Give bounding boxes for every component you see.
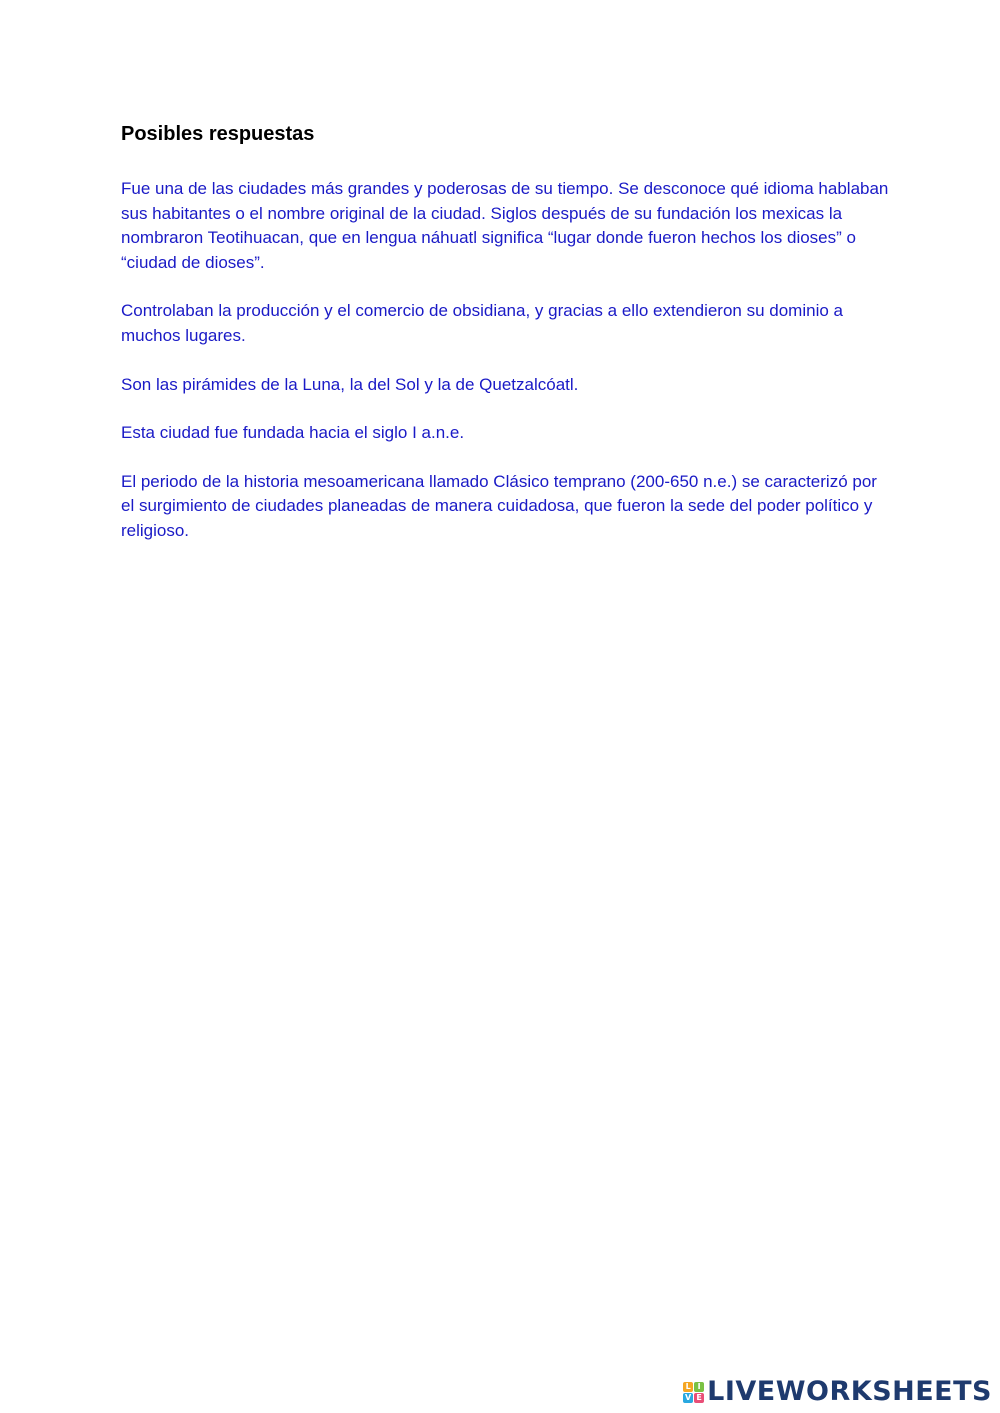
- liveworksheets-logo-icon: [683, 1382, 704, 1403]
- answer-paragraph-4: Esta ciudad fue fundada hacia el siglo I a.n.e.: [121, 423, 465, 443]
- page-title: Posibles respuestas: [121, 123, 315, 145]
- answer-paragraph-3: Son las pirámides de la Luna, la del Sol y la de Quetzalcóatl.: [121, 374, 579, 394]
- answer-paragraph-1: Fue una de las ciudades más grandes y poderosas de su tiempo. Se desconoce qué idioma hablaban sus habitantes o el nombre original de la ciudad. Siglos después de su fundación los mexicas la nombraron Teotihuacan, que en lengua náhuatl significa “lugar donde fueron hechos los dioses” o “ciudad de dioses”.: [121, 179, 889, 272]
- logo-mark-letter: L: [683, 1382, 693, 1392]
- liveworksheets-logo: [683, 1377, 992, 1407]
- answer-paragraph-5: El periodo de la historia mesoamericana llamado Clásico temprano (200-650 n.e.) se caracterizó por el surgimiento de ciudades planeadas de manera cuidadosa, que fueron la sede del poder político y religioso.: [121, 471, 877, 540]
- answers-section: [121, 121, 891, 568]
- logo-mark-letter: E: [694, 1393, 704, 1403]
- logo-mark-letter: V: [685, 1392, 692, 1402]
- logo-mark-letter: I: [694, 1382, 704, 1392]
- logo-text: LIVEWORKSHEETS: [707, 1376, 992, 1407]
- answer-paragraph-2: Controlaban la producción y el comercio de obsidiana, y gracias a ello extendieron su dominio a muchos lugares.: [121, 301, 843, 345]
